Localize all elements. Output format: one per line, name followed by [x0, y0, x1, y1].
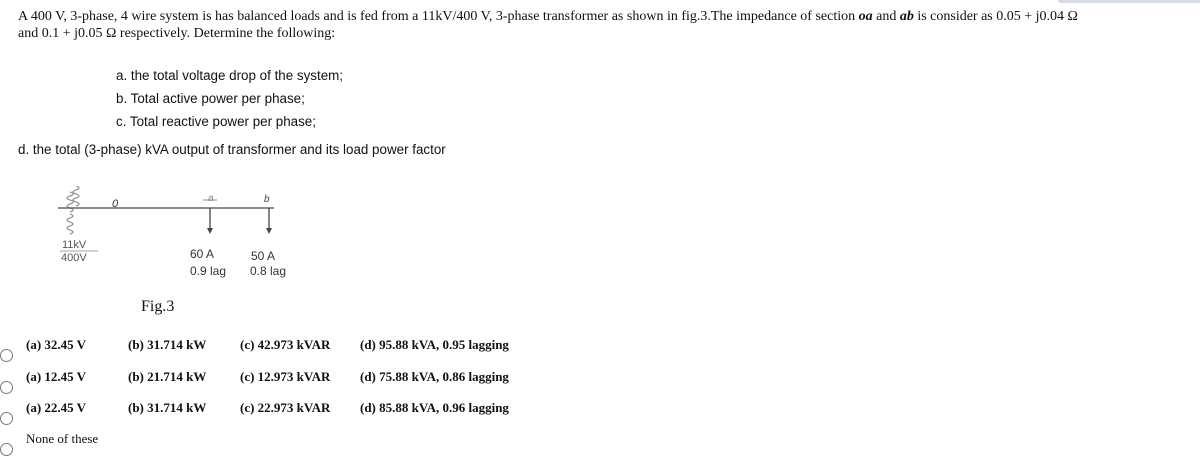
- load-a-current: 60 A: [190, 247, 215, 261]
- option-2-part-c: (c) 12.973 kVAR: [240, 369, 331, 384]
- option-1-part-b: (b) 31.714 kW: [128, 337, 207, 352]
- load-b-current: 50 A: [251, 249, 276, 263]
- node-a-label: a: [208, 193, 214, 204]
- option-4[interactable]: [0, 431, 600, 459]
- load-b-pf: 0.8 lag: [250, 264, 287, 278]
- option-4-label: None of these: [26, 431, 99, 446]
- option-2[interactable]: [0, 369, 600, 397]
- node-b-label: b: [264, 194, 270, 205]
- question-line-1-start: A 400 V, 3-phase, 4 wire system is has balanced loads and is fed from a 11kV/400 V, 3-phase transformer as shown in fig.3.The impedance of section: [18, 9, 859, 24]
- item-a: a. the total voltage drop of the system;: [116, 68, 344, 83]
- circuit-diagram: [40, 186, 320, 296]
- rating-hv: 11kV: [62, 239, 87, 251]
- load-a-arrow: [207, 228, 213, 234]
- option-3-part-c: (c) 22.973 kVAR: [240, 400, 331, 415]
- node-o-label: 0: [112, 198, 119, 210]
- option-3-part-b: (b) 31.714 kW: [128, 400, 207, 415]
- option-2-part-d: (d) 75.88 kVA, 0.86 lagging: [360, 369, 509, 384]
- option-1-part-c: (c) 42.973 kVAR: [240, 337, 331, 352]
- question-line-2: and 0.1 + j0.05 Ω respectively. Determine the following:: [18, 26, 336, 41]
- option-4-radio[interactable]: [0, 443, 13, 456]
- question-line-1-end: is consider as 0.05 + j0.04 Ω: [913, 9, 1078, 24]
- top-scroll-indicator: [1058, 0, 1200, 3]
- option-3-part-d: (d) 85.88 kVA, 0.96 lagging: [360, 400, 509, 415]
- option-2-part-a: (a) 12.45 V: [26, 369, 87, 384]
- question-line-1-and: and: [872, 9, 900, 24]
- figure-caption: Fig.3: [141, 298, 175, 315]
- load-a-pf: 0.9 lag: [190, 264, 227, 278]
- option-1-radio[interactable]: [0, 349, 13, 362]
- option-3-radio[interactable]: [0, 412, 13, 425]
- question-line-1: [18, 8, 1188, 25]
- option-2-radio[interactable]: [0, 381, 13, 394]
- option-3-part-a: (a) 22.45 V: [26, 400, 87, 415]
- option-1-part-d: (d) 95.88 kVA, 0.95 lagging: [360, 337, 509, 352]
- item-d: d. the total (3-phase) kVA output of transformer and its load power factor: [18, 142, 446, 157]
- transformer-symbol: [67, 186, 79, 234]
- section-ab-label: ab: [899, 9, 914, 24]
- load-b-arrow: [266, 228, 272, 234]
- option-3[interactable]: [0, 400, 600, 428]
- option-1[interactable]: [0, 337, 600, 365]
- option-2-part-b: (b) 21.714 kW: [128, 369, 207, 384]
- question-items: [116, 64, 343, 133]
- rating-lv: 400V: [61, 252, 87, 264]
- section-oa-label: oa: [858, 9, 873, 24]
- question-text: [18, 8, 1188, 42]
- item-c: c. Total reactive power per phase;: [116, 114, 316, 129]
- item-b: b. Total active power per phase;: [116, 91, 305, 106]
- option-1-part-a: (a) 32.45 V: [26, 337, 87, 352]
